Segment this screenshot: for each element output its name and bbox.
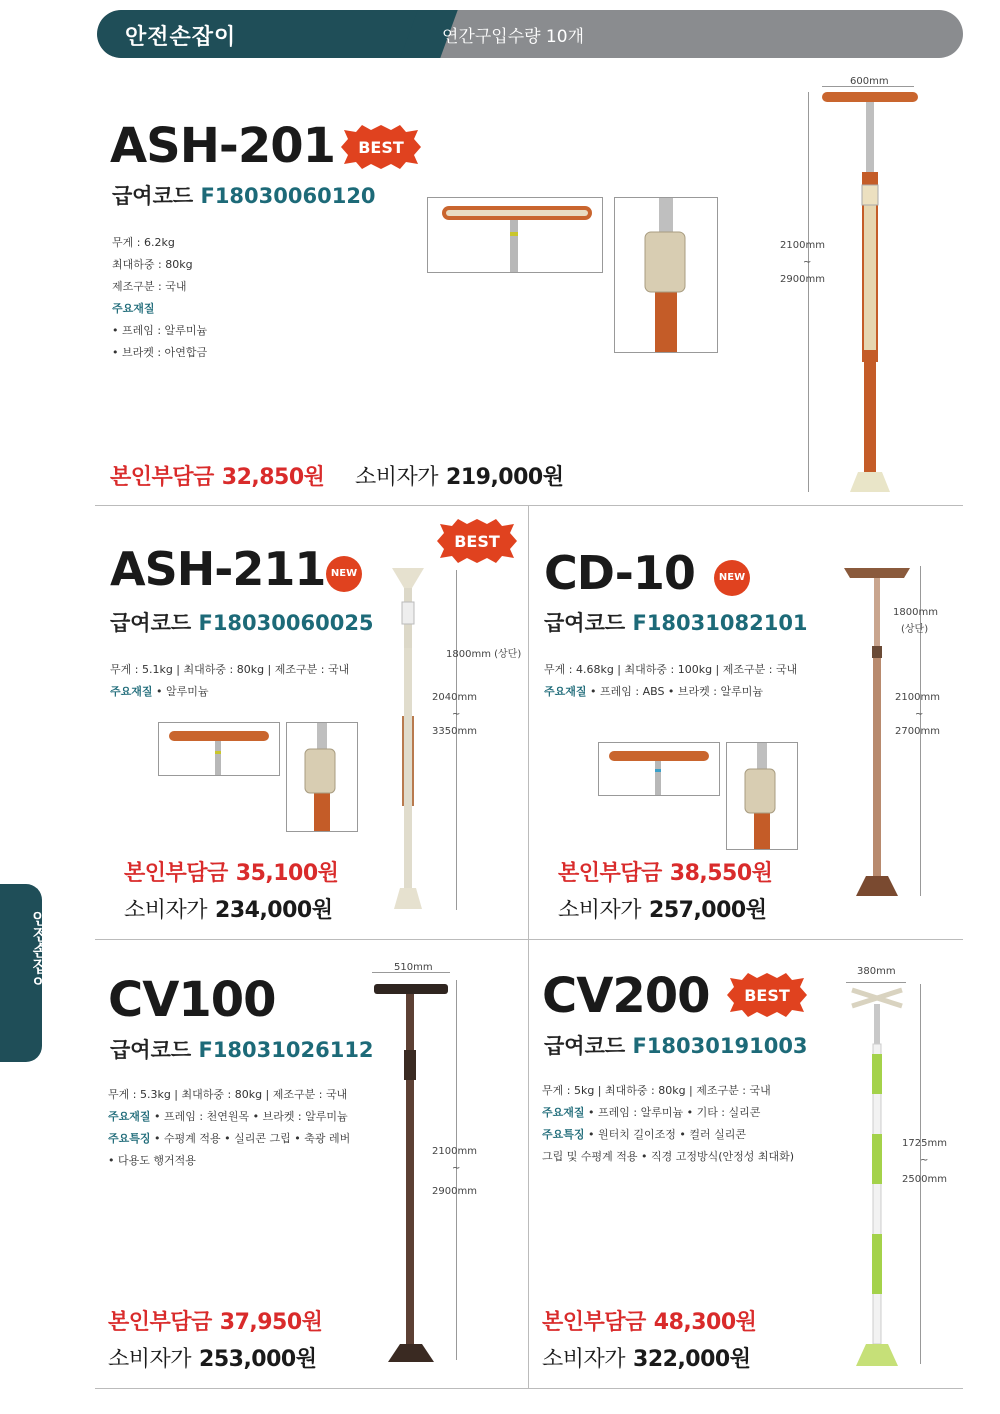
feature-line: • 수평계 적용 • 실리콘 그립 • 축광 레버 (154, 1132, 351, 1145)
column-divider-bottom (528, 939, 529, 1388)
banner-subtitle: 연간구입수량 10개 (442, 27, 584, 47)
dim-top: 380mm (857, 966, 896, 977)
material-label: 주요재질 (108, 1110, 151, 1123)
dim-height-line (808, 92, 809, 492)
material-label: 주요재질 (542, 1106, 585, 1119)
code-label: 급여코드 (112, 184, 194, 208)
insurance-code (544, 607, 808, 637)
section-divider-middle (95, 939, 963, 940)
product-image-cv100 (372, 980, 450, 1365)
dim-height-max: 2700mm (895, 726, 940, 737)
dim-height-max: 2900mm (432, 1186, 477, 1197)
consumer-value: 322,000원 (633, 1347, 751, 1372)
consumer-value: 253,000원 (199, 1347, 317, 1372)
new-badge: NEW (714, 560, 750, 596)
dim-top-note: (상단) (901, 624, 929, 635)
consumer-label: 소비자가 (558, 898, 642, 923)
insurance-code (544, 1030, 808, 1060)
insurance-code (110, 1034, 374, 1064)
dim-height-line (456, 570, 457, 910)
banner-title-box (97, 10, 427, 58)
column-divider-middle (528, 505, 529, 939)
material-frame: • 프레임 : 알루미늄 (112, 324, 208, 337)
copay-value: 48,300원 (653, 1310, 757, 1335)
dim-height-min: 2100mm (780, 240, 825, 251)
section-divider-bottom (95, 1388, 963, 1389)
consumer-label: 소비자가 (124, 898, 208, 923)
consumer-price (124, 893, 332, 924)
consumer-label: 소비자가 (355, 465, 439, 490)
model-name: CV200 (542, 968, 710, 1024)
dim-top: 600mm (850, 76, 889, 87)
material-label: 주요재질 (110, 685, 153, 698)
copay-price (558, 856, 772, 887)
banner-title: 안전손잡이 (125, 25, 237, 50)
spec-block (112, 232, 207, 364)
spec-block (108, 1084, 350, 1172)
best-badge-text: BEST (454, 532, 500, 551)
consumer-price (542, 1342, 750, 1373)
new-badge: NEW (326, 556, 362, 592)
detail-photo-handle (427, 197, 603, 273)
dim-height-max: 2500mm (902, 1174, 947, 1185)
consumer-value: 219,000원 (446, 465, 564, 490)
header-banner (97, 10, 963, 58)
code-label: 급여코드 (110, 1038, 192, 1062)
spec-line: 무게 : 5.3kg | 최대하중 : 80kg | 제조구분 : 국내 (108, 1088, 348, 1101)
code-label: 급여코드 (544, 611, 626, 635)
code-label: 급여코드 (544, 1034, 626, 1058)
copay-value: 37,950원 (219, 1310, 323, 1335)
insurance-code (110, 607, 374, 637)
code-value: F18030060120 (200, 184, 376, 208)
code-value: F18031082101 (632, 611, 808, 635)
spec-max-load: 최대하중 : 80kg (112, 258, 193, 271)
consumer-value: 234,000원 (215, 898, 333, 923)
dim-height-max: 3350mm (432, 726, 477, 737)
spec-manufacture: 제조구분 : 국내 (112, 280, 187, 293)
dim-top: 1800mm (상단) (446, 649, 522, 660)
material-bracket: • 브라켓 : 아연합금 (112, 346, 208, 359)
material-line: • 알루미늄 (156, 685, 209, 698)
spec-line: 무게 : 4.68kg | 최대하중 : 100kg | 제조구분 : 국내 (544, 663, 798, 676)
feature-line-2: • 다용도 행거적용 (108, 1154, 196, 1167)
detail-photo-bracket (286, 722, 358, 832)
dim-tilde: ~ (452, 1163, 461, 1174)
code-label: 급여코드 (110, 611, 192, 635)
feature-label: 주요특징 (108, 1132, 151, 1145)
side-category-tab (0, 884, 49, 1062)
copay-label: 본인부담금 (108, 1310, 212, 1335)
product-image-ash-211 (388, 566, 428, 911)
dim-top: 1800mm (893, 607, 938, 618)
code-value: F18030060025 (198, 611, 374, 635)
consumer-price (108, 1342, 316, 1373)
material-line: • 프레임 : 천연원목 • 브라켓 : 알루미늄 (154, 1110, 348, 1123)
insurance-code (112, 180, 376, 210)
copay-label: 본인부담금 (110, 465, 214, 490)
copay-price (542, 1305, 756, 1336)
copay-label: 본인부담금 (542, 1310, 646, 1335)
spec-weight: 무게 : 6.2kg (112, 236, 175, 249)
detail-photo-handle (158, 722, 280, 776)
spec-block (542, 1080, 794, 1168)
model-name: ASH-201 (110, 118, 336, 174)
best-badge (336, 124, 426, 170)
copay-value: 32,850원 (221, 465, 325, 490)
side-tab-label: 안전손잡이 (30, 910, 49, 990)
detail-photo-handle (598, 742, 720, 796)
dim-height-max: 2900mm (780, 274, 825, 285)
dim-height-min: 2100mm (432, 1146, 477, 1157)
copay-value: 35,100원 (235, 861, 339, 886)
copay-price (124, 856, 338, 887)
copay-label: 본인부담금 (558, 861, 662, 886)
dim-tilde: ~ (803, 257, 812, 268)
dim-tilde: ~ (452, 709, 461, 720)
feature-line-2: 그립 및 수평계 적용 • 직경 고정방식(안정성 최대화) (542, 1150, 795, 1163)
dim-height-min: 1725mm (902, 1138, 947, 1149)
copay-price (110, 460, 324, 491)
dim-tilde: ~ (915, 709, 924, 720)
spec-line: 무게 : 5kg | 최대하중 : 80kg | 제조구분 : 국내 (542, 1084, 771, 1097)
feature-label: 주요특징 (542, 1128, 585, 1141)
best-badge-text: BEST (358, 138, 404, 157)
model-name: ASH-211 (110, 542, 326, 596)
section-divider-top (95, 505, 963, 506)
model-name: CV100 (108, 972, 276, 1028)
spec-block (110, 659, 349, 703)
consumer-label: 소비자가 (108, 1347, 192, 1372)
model-name: CD-10 (544, 546, 695, 600)
best-badge (432, 518, 522, 564)
copay-price (108, 1305, 322, 1336)
dim-height-min: 2100mm (895, 692, 940, 703)
best-badge (722, 972, 812, 1018)
material-line: • 프레임 : 알루미늄 • 기타 : 실리콘 (588, 1106, 761, 1119)
code-value: F18031026112 (198, 1038, 374, 1062)
consumer-label: 소비자가 (542, 1347, 626, 1372)
spec-line: 무게 : 5.1kg | 최대하중 : 80kg | 제조구분 : 국내 (110, 663, 350, 676)
detail-photo-bracket (726, 742, 798, 850)
consumer-price (558, 893, 766, 924)
best-badge-text: BEST (744, 986, 790, 1005)
dim-tilde: ~ (920, 1155, 929, 1166)
spec-block (544, 659, 797, 703)
dim-height-min: 2040mm (432, 692, 477, 703)
material-label: 주요재질 (544, 685, 587, 698)
copay-label: 본인부담금 (124, 861, 228, 886)
product-image-ash-201 (820, 90, 920, 495)
material-line: • 프레임 : ABS • 브라켓 : 알루미늄 (590, 685, 763, 698)
consumer-value: 257,000원 (649, 898, 767, 923)
dim-top-line (846, 982, 906, 983)
feature-line: • 원터치 길이조정 • 컬러 실리콘 (588, 1128, 746, 1141)
consumer-price (355, 460, 563, 491)
code-value: F18030191003 (632, 1034, 808, 1058)
detail-photo-bracket (614, 197, 718, 353)
copay-value: 38,550원 (669, 861, 773, 886)
material-label: 주요재질 (112, 302, 155, 315)
dim-top: 510mm (394, 962, 433, 973)
